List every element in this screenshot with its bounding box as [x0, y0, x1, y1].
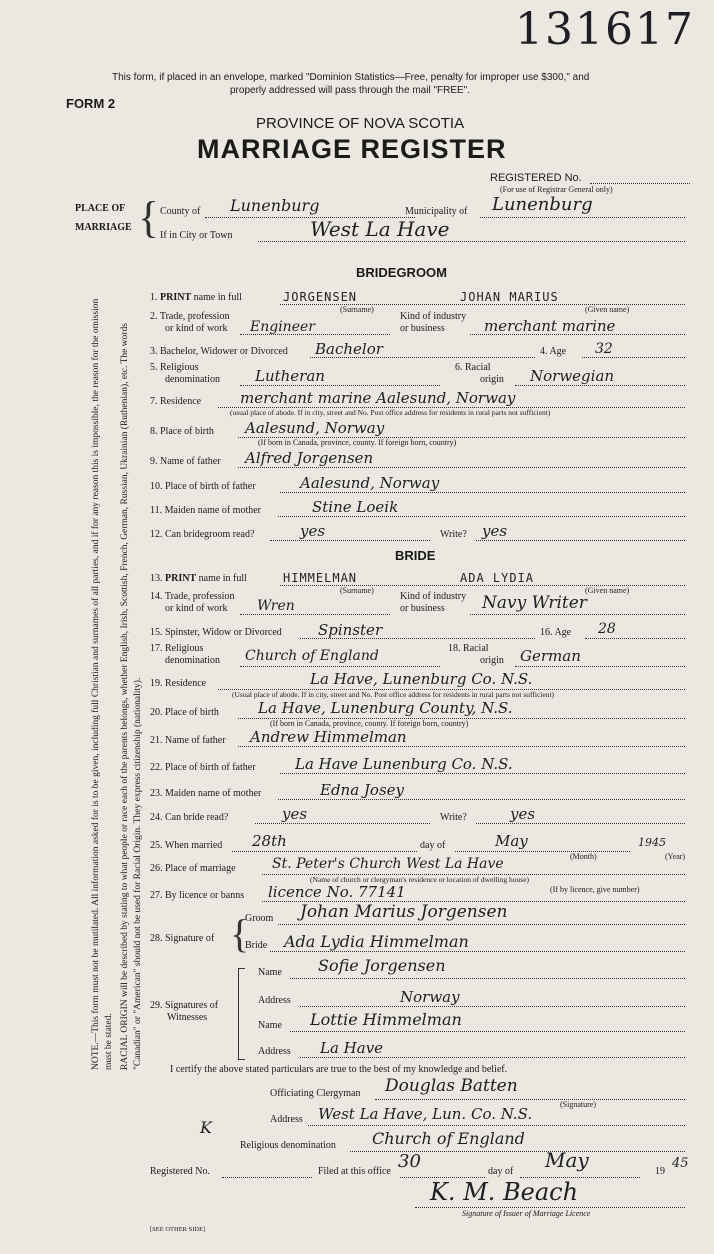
- bride-residence: La Have, Lunenburg Co. N.S.: [310, 670, 533, 688]
- clergy-denom-label: Religious denomination: [240, 1140, 336, 1151]
- f26-note: (Name of church or clergyman's residence or location of dwelling house): [310, 875, 530, 884]
- f1-num: 1.: [150, 292, 158, 303]
- f21-num: 21.: [150, 735, 163, 746]
- f3-label: Bachelor, Widower or Divorced: [160, 346, 288, 357]
- f27-label: By licence or banns: [165, 890, 245, 901]
- bride-surname-note: (Surname): [340, 586, 374, 595]
- f8-note: (If born in Canada, province, county. If foreign born, country): [258, 438, 457, 447]
- issuer-signature: K. M. Beach: [430, 1178, 579, 1206]
- f5-num: 5.: [150, 362, 158, 373]
- f29-num: 29.: [150, 1000, 163, 1011]
- side-note-p1: NOTE.—This form must not be mutilated. All information asked for is to be given, including full Christian and surnames of all parties, and if for any reason this is impossible, the reason for the omission must be stated.: [91, 298, 114, 1070]
- f12-num: 12.: [150, 529, 163, 540]
- bride-sig-label: Bride: [245, 940, 268, 951]
- f25-label: When married: [164, 840, 223, 851]
- marriage-year: 1945: [638, 836, 666, 849]
- county-value: Lunenburg: [230, 196, 320, 215]
- f2-industry-a: Kind of industry: [400, 311, 467, 322]
- f19-note: (Usual place of abode. If in city, street and No. Post office address for residents in rural parts not sufficient): [232, 690, 555, 699]
- f11-num: 11.: [150, 505, 163, 516]
- bride-birthplace: La Have, Lunenburg County, N.S.: [258, 699, 513, 717]
- groom-racial: Norwegian: [530, 367, 615, 385]
- f15-label: Spinster, Widow or Divorced: [165, 627, 282, 638]
- w1-addr-label: Address: [258, 995, 291, 1006]
- f2-label-a: Trade, profession: [159, 311, 230, 322]
- f10-num: 10.: [150, 481, 163, 492]
- bride-signature: Ada Lydia Himmelman: [284, 932, 469, 951]
- groom-father: Alfred Jorgensen: [245, 449, 374, 467]
- clergy-address: West La Have, Lun. Co. N.S.: [318, 1105, 533, 1123]
- f18-racial-b: origin: [480, 655, 504, 666]
- bride-write: yes: [510, 805, 536, 823]
- f17-label-a: Religious: [165, 643, 204, 654]
- f17-num: 17.: [150, 643, 163, 654]
- province-heading: PROVINCE OF NOVA SCOTIA: [256, 115, 465, 132]
- f28-label: Signature of: [165, 933, 215, 944]
- f12-label: Can bridegroom read?: [165, 529, 255, 540]
- f21-label: Name of father: [165, 735, 226, 746]
- f2-num: 2.: [150, 311, 158, 322]
- f1-print: PRINT: [160, 292, 192, 303]
- bride-trade: Wren: [257, 598, 295, 614]
- f7-note: (usual place of abode. If in city, street and No. Post office address for residents in rural parts not sufficient): [230, 408, 551, 417]
- side-note: [90, 290, 145, 1070]
- place-label-1: PLACE OF: [75, 203, 126, 214]
- groom-read: yes: [300, 522, 326, 540]
- f18-racial-a: 18. Racial: [448, 643, 489, 654]
- f14-num: 14.: [150, 591, 163, 602]
- f14-label-a: Trade, profession: [164, 591, 235, 602]
- f24-write-label: Write?: [440, 812, 467, 823]
- groom-surname: JORGENSEN: [283, 290, 358, 304]
- clergy-label: Officiating Clergyman: [270, 1088, 361, 1099]
- f20-note: (If born in Canada, province, county. If foreign born, country): [270, 719, 469, 728]
- groom-signature: Johan Marius Jorgensen: [300, 902, 508, 922]
- filed-day: 30: [398, 1151, 421, 1172]
- groom-religion: Lutheran: [255, 367, 325, 385]
- licence-number: licence No. 77141: [268, 883, 406, 901]
- bride-status: Spinster: [318, 621, 383, 639]
- county-label: County of: [160, 206, 201, 217]
- f8-label: Place of birth: [160, 426, 214, 437]
- margin-mark: K: [200, 1118, 212, 1137]
- f23-label: Maiden name of mother: [165, 788, 262, 799]
- f4-age-label: 4. Age: [540, 346, 567, 357]
- groom-sig-label: Groom: [245, 913, 274, 924]
- f2-industry-b: or business: [400, 323, 445, 334]
- f28-num: 28.: [150, 933, 163, 944]
- bride-mother: Edna Josey: [320, 781, 405, 799]
- certify-statement: I certify the above stated particulars are true to the best of my knowledge and belief.: [170, 1064, 508, 1075]
- filed-month: May: [545, 1148, 589, 1172]
- place-label-2: MARRIAGE: [75, 222, 132, 233]
- filed-day-of: day of: [488, 1166, 514, 1177]
- f25-num: 25.: [150, 840, 163, 851]
- f7-num: 7.: [150, 396, 158, 407]
- place-brace: {: [138, 193, 160, 242]
- w2-addr-label: Address: [258, 1046, 291, 1057]
- f9-label: Name of father: [160, 456, 221, 467]
- f17-label-b: denomination: [165, 655, 220, 666]
- registered-no-footer: Registered No.: [150, 1166, 210, 1177]
- bride-father-birthplace: La Have Lunenburg Co. N.S.: [295, 755, 513, 773]
- groom-residence: merchant marine Aalesund, Norway: [240, 389, 516, 407]
- f25-day-label: day of: [420, 840, 446, 851]
- f19-label: Residence: [165, 678, 207, 689]
- filed-year-suffix: 45: [672, 1156, 689, 1171]
- bride-given: ADA LYDIA: [460, 571, 535, 585]
- f6-racial-b: origin: [480, 374, 504, 385]
- groom-industry: merchant marine: [484, 317, 616, 335]
- groom-trade: Engineer: [250, 319, 315, 335]
- marriage-place: St. Peter's Church West La Have: [272, 856, 504, 872]
- f14-label-b: or kind of work: [165, 603, 228, 614]
- groom-age: 32: [595, 341, 613, 357]
- f20-label: Place of birth: [165, 707, 219, 718]
- bride-surname: HIMMELMAN: [283, 571, 358, 585]
- groom-birthplace: Aalesund, Norway: [245, 419, 385, 437]
- marriage-day: 28th: [252, 832, 287, 850]
- f13-print: PRINT: [165, 573, 197, 584]
- filed-year-prefix: 19: [655, 1166, 665, 1177]
- groom-status: Bachelor: [315, 340, 383, 358]
- f3-num: 3.: [150, 346, 158, 357]
- f8-num: 8.: [150, 426, 158, 437]
- f26-label: Place of marriage: [165, 863, 236, 874]
- w2-name-label: Name: [258, 1020, 282, 1031]
- f9-num: 9.: [150, 456, 158, 467]
- f1-label: name in full: [193, 292, 242, 303]
- f15-num: 15.: [150, 627, 163, 638]
- f6-racial-a: 6. Racial: [455, 362, 491, 373]
- bridegroom-heading: BRIDEGROOM: [356, 265, 447, 280]
- witness2-address: La Have: [320, 1039, 384, 1057]
- municipality-value: Lunenburg: [492, 194, 593, 215]
- postage-notice-1: This form, if placed in an envelope, marked "Dominion Statistics—Free, penalty for improper use $300," and: [112, 72, 590, 83]
- month-note: (Month): [570, 852, 597, 861]
- registrar-note: (For use of Registrar General only): [500, 185, 613, 194]
- f7-label: Residence: [160, 396, 202, 407]
- bride-given-note: (Given name): [585, 586, 630, 595]
- f29-label-a: Signatures of: [165, 1000, 219, 1011]
- groom-mother: Stine Loeik: [312, 498, 399, 516]
- f16-age-label: 16. Age: [540, 627, 572, 638]
- f5-label-a: Religious: [160, 362, 199, 373]
- f27-note: (If by licence, give number): [550, 885, 640, 894]
- f24-label: Can bride read?: [165, 812, 229, 823]
- witness1-name: Sofie Jorgensen: [318, 956, 446, 975]
- clergy-address-label: Address: [270, 1114, 303, 1125]
- f29-label-b: Witnesses: [167, 1012, 208, 1023]
- bride-father: Andrew Himmelman: [250, 728, 407, 746]
- f13-label: name in full: [198, 573, 247, 584]
- bride-age: 28: [598, 621, 616, 637]
- f20-num: 20.: [150, 707, 163, 718]
- f12-write-label: Write?: [440, 529, 467, 540]
- f24-num: 24.: [150, 812, 163, 823]
- bride-industry: Navy Writer: [482, 593, 587, 613]
- clergy-sig-note: (Signature): [560, 1100, 596, 1109]
- f26-num: 26.: [150, 863, 163, 874]
- f14-industry-b: or business: [400, 603, 445, 614]
- bride-read: yes: [282, 805, 308, 823]
- f5-label-b: denomination: [165, 374, 220, 385]
- witness2-name: Lottie Himmelman: [310, 1010, 462, 1029]
- f23-num: 23.: [150, 788, 163, 799]
- bride-religion: Church of England: [245, 648, 379, 664]
- registered-no-label: REGISTERED No.: [490, 172, 582, 184]
- f10-label: Place of birth of father: [165, 481, 256, 492]
- groom-given: JOHAN MARIUS: [460, 290, 559, 304]
- register-number: 131617: [515, 4, 695, 55]
- w1-name-label: Name: [258, 967, 282, 978]
- year-note: (Year): [665, 852, 686, 861]
- clergy-denomination: Church of England: [372, 1129, 525, 1148]
- f2-label-b: or kind of work: [165, 323, 228, 334]
- groom-write: yes: [482, 522, 508, 540]
- signature-brace: {: [230, 911, 250, 956]
- f22-num: 22.: [150, 762, 163, 773]
- f27-num: 27.: [150, 890, 163, 901]
- f14-industry-a: Kind of industry: [400, 591, 467, 602]
- groom-given-note: (Given name): [585, 305, 630, 314]
- municipality-label: Municipality of: [405, 206, 468, 217]
- city-label: If in City or Town: [160, 230, 233, 241]
- f22-label: Place of birth of father: [165, 762, 256, 773]
- postage-notice-2: properly addressed will pass through the mail "FREE".: [230, 85, 470, 96]
- clergy-signature: Douglas Batten: [385, 1076, 518, 1096]
- groom-surname-note: (Surname): [340, 305, 374, 314]
- filed-label: Filed at this office: [318, 1166, 391, 1177]
- bride-racial: German: [520, 647, 581, 665]
- witness-bracket: [238, 968, 245, 1060]
- f13-num: 13.: [150, 573, 163, 584]
- bride-heading: BRIDE: [395, 548, 436, 563]
- groom-father-birthplace: Aalesund, Norway: [300, 474, 440, 492]
- f11-label: Maiden name of mother: [164, 505, 261, 516]
- side-note-p2: RACIAL ORIGIN will be described by stating to what people or race each of the parents belongs, whether English, Irish, Scottish, French, German, Russian, Ukrainian (Ruthenian), etc. The words "Canadian" or "American" should not be used for Racial Origin. They express citizenship (nationality).: [120, 323, 143, 1070]
- page-title: MARRIAGE REGISTER: [197, 134, 507, 164]
- city-value: West La Have: [310, 217, 450, 241]
- issuer-note: Signature of Issuer of Marriage Licence: [462, 1209, 591, 1218]
- form-label: FORM 2: [66, 96, 116, 111]
- marriage-month: May: [495, 832, 528, 850]
- f19-num: 19.: [150, 678, 163, 689]
- witness1-address: Norway: [400, 988, 460, 1006]
- see-other-side: [SEE OTHER SIDE]: [150, 1226, 206, 1233]
